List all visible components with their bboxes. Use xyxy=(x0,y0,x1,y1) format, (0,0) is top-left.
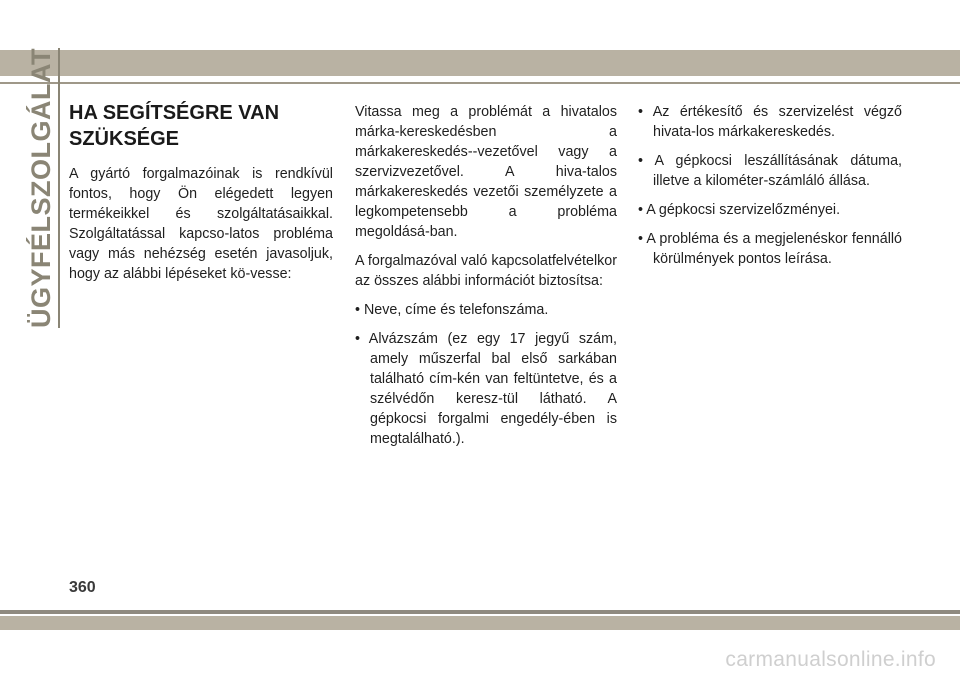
bullet-item: • Az értékesítő és szervizelést végző hivata-los márkakereskedés. xyxy=(638,104,902,140)
header-band xyxy=(0,50,960,76)
intro-paragraph: A gyártó forgalmazóinak is rendkívül fontos, hogy Ön elégedett legyen termékeikkel és szolgáltatásaikkal. Szolgáltatással kapcso-latos probléma vagy más nehézség esetén javasoljuk, hogy az alábbi lépéseket kö-vesse: xyxy=(69,166,333,282)
heading-line-1: HA SEGÍTSÉGRE VAN xyxy=(69,102,280,124)
bullet-item: • Neve, címe és telefonszáma. xyxy=(355,302,549,318)
bullet-item: • Alvázszám (ez egy 17 jegyű szám, amely műszerfal bal első sarkában található cím-kén van feltüntetve, és a szélvédőn keresz-tül látható. A gépkocsi forgalmi engedély-ében is megtalálható.). xyxy=(355,331,617,447)
section-heading xyxy=(69,100,333,152)
watermark: carmanualsonline.info xyxy=(725,648,936,671)
footer-band xyxy=(0,616,960,630)
heading-line-2: SZÜKSÉGE xyxy=(69,128,180,150)
bullet-item: • A probléma és a megjelenéskor fennálló körülmények pontos leírása. xyxy=(638,231,902,267)
paragraph: Vitassa meg a problémát a hivatalos márka-kereskedésben a márkakereskedés--vezetővel vagy a szervizvezetővel. A hiva-talos márkakereskedés vezetői személyzete a legkompetensebb a probléma megoldásá-ban. xyxy=(355,104,617,240)
bullet-item: • A gépkocsi szervizelőzményei. xyxy=(638,202,841,218)
column-3 xyxy=(638,102,902,278)
footer-rule xyxy=(0,610,960,614)
bullet-item: • A gépkocsi leszállításának dátuma, illetve a kilométer-számláló állása. xyxy=(638,153,902,189)
paragraph: A forgalmazóval való kapcsolatfelvételkor az összes alábbi információt biztosítsa: xyxy=(355,253,617,289)
header-rule xyxy=(0,82,960,84)
column-1 xyxy=(69,100,333,293)
column-2 xyxy=(355,102,617,458)
section-side-tab: ÜGYFÉLSZOLGÁLAT xyxy=(26,48,60,328)
page-number: 360 xyxy=(69,579,96,596)
